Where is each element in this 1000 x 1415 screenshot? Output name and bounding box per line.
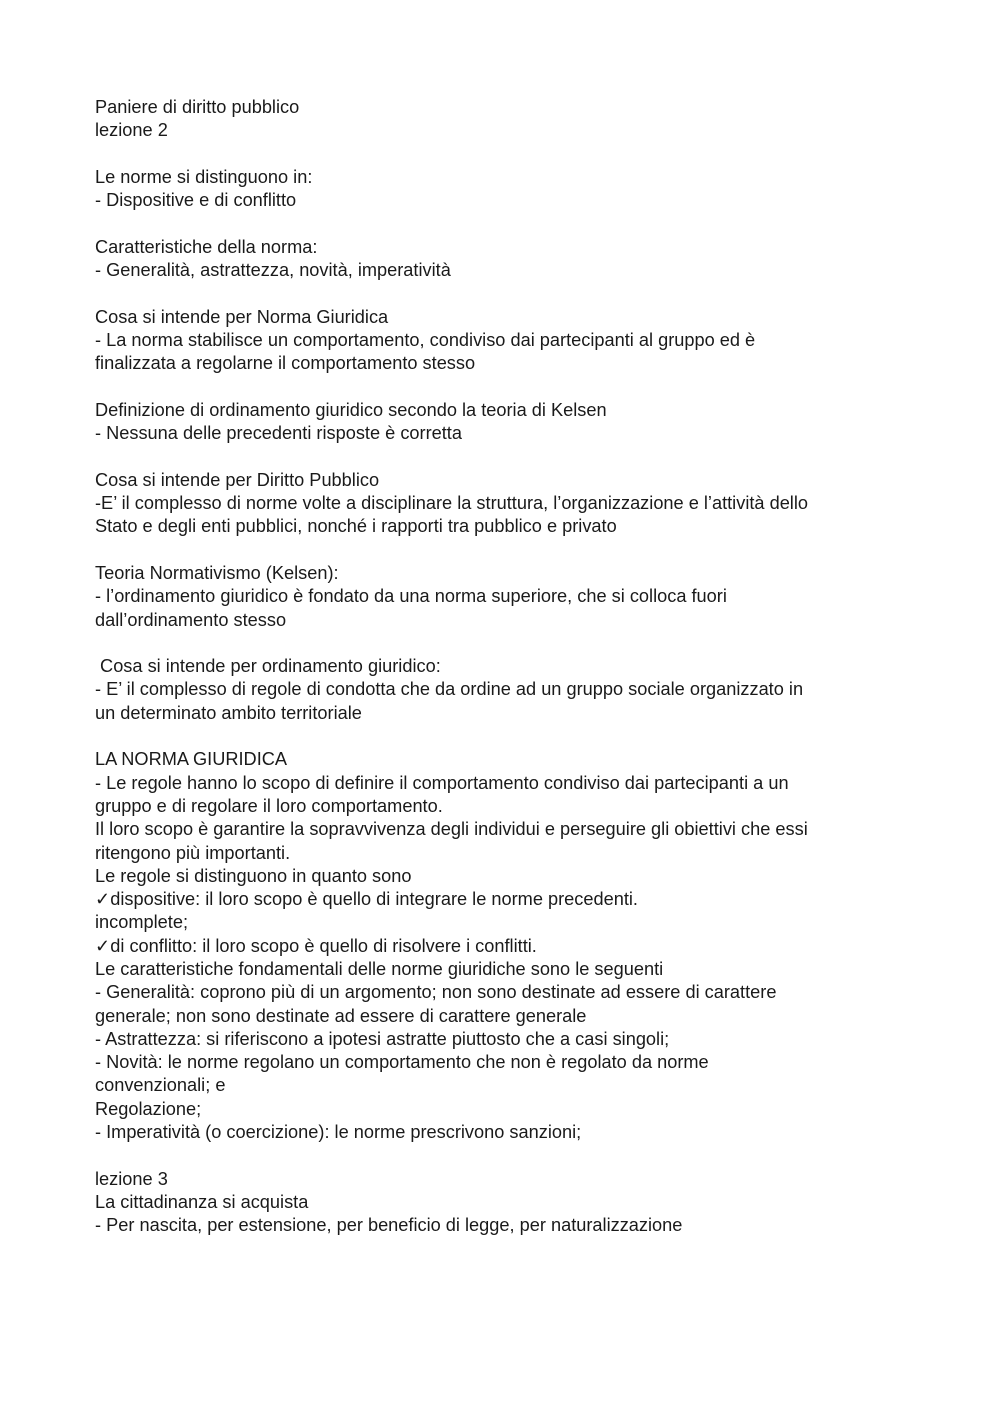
paragraph-spacer	[95, 143, 915, 166]
text-line: La cittadinanza si acquista	[95, 1191, 309, 1212]
text-block	[95, 166, 915, 213]
paragraph-spacer	[95, 725, 915, 748]
text-block	[95, 655, 915, 725]
paragraph-spacer	[95, 632, 915, 655]
text-line: incomplete;	[95, 912, 189, 933]
text-block	[95, 96, 915, 143]
paragraph-spacer	[95, 445, 915, 468]
text-line: - Per nascita, per estensione, per beneficio di legge, per naturalizzazione	[95, 1215, 683, 1236]
text-block	[95, 748, 915, 1144]
text-line: - Generalità, astrattezza, novità, imperatività	[95, 260, 451, 281]
text-line: Teoria Normativismo (Kelsen):	[95, 562, 339, 583]
text-line: - Imperatività (o coercizione): le norme prescrivono sanzioni;	[95, 1122, 582, 1143]
paragraph-spacer	[95, 282, 915, 305]
text-block	[95, 562, 915, 632]
text-line: LA NORMA GIURIDICA	[95, 749, 288, 770]
paragraph-spacer	[95, 212, 915, 235]
text-block	[95, 469, 915, 539]
text-line: Paniere di diritto pubblico	[95, 97, 300, 117]
text-line: - Novità: le norme regolano un comportamento che non è regolato da norme	[95, 1052, 709, 1073]
text-block	[95, 1168, 915, 1238]
text-block	[95, 399, 915, 446]
text-line: Le caratteristiche fondamentali delle norme giuridiche sono le seguenti	[95, 958, 664, 979]
text-line: Il loro scopo è garantire la sopravvivenza degli individui e perseguire gli obiettivi che essi	[95, 819, 808, 840]
text-line: generale; non sono destinate ad essere di carattere generale	[95, 1005, 587, 1026]
text-line: Regolazione;	[95, 1098, 202, 1119]
text-line: Cosa si intende per Diritto Pubblico	[95, 469, 380, 490]
text-line: - Nessuna delle precedenti risposte è corretta	[95, 423, 462, 444]
text-line: dall’ordinamento stesso	[95, 609, 287, 630]
text-line: - E’ il complesso di regole di condotta che da ordine ad un gruppo sociale organizzato in	[95, 679, 804, 700]
text-line: Stato e degli enti pubblici, nonché i rapporti tra pubblico e privato	[95, 516, 617, 537]
text-line: - Generalità: coprono più di un argomento; non sono destinate ad essere di carattere	[95, 982, 777, 1003]
text-line: Le regole si distinguono in quanto sono	[95, 865, 412, 886]
text-block	[95, 306, 915, 376]
text-line: -E’ il complesso di norme volte a disciplinare la struttura, l’organizzazione e l’attività dello	[95, 493, 809, 514]
text-line: gruppo e di regolare il loro comportamento.	[95, 795, 443, 816]
text-line: lezione 3	[95, 1168, 168, 1189]
text-line: - La norma stabilisce un comportamento, condiviso dai partecipanti al gruppo ed è	[95, 329, 756, 350]
text-line: finalizzata a regolarne il comportamento stesso	[95, 353, 476, 374]
text-block	[95, 236, 915, 283]
text-line: - Dispositive e di conflitto	[95, 190, 297, 211]
text-line: - Le regole hanno lo scopo di definire il comportamento condiviso dai partecipanti a un	[95, 772, 789, 793]
text-line: ✓di conflitto: il loro scopo è quello di risolvere i conflitti.	[95, 935, 537, 956]
paragraph-spacer	[95, 539, 915, 562]
paragraph-spacer	[95, 376, 915, 399]
paragraph-spacer	[95, 1144, 915, 1167]
text-line: Le norme si distinguono in:	[95, 166, 313, 187]
text-line: Cosa si intende per ordinamento giuridico:	[95, 656, 441, 677]
text-line: convenzionali; e	[95, 1075, 226, 1096]
text-line: ✓dispositive: il loro scopo è quello di integrare le norme precedenti.	[95, 889, 638, 910]
text-line: un determinato ambito territoriale	[95, 702, 362, 723]
text-line: lezione 2	[95, 120, 168, 141]
text-line: Cosa si intende per Norma Giuridica	[95, 306, 389, 327]
text-line: Caratteristiche della norma:	[95, 236, 318, 257]
text-line: ritengono più importanti.	[95, 842, 291, 863]
text-line: Definizione di ordinamento giuridico secondo la teoria di Kelsen	[95, 399, 607, 420]
document-page	[95, 96, 915, 1238]
text-line: - Astrattezza: si riferiscono a ipotesi astratte piuttosto che a casi singoli;	[95, 1028, 670, 1049]
text-line: - l’ordinamento giuridico è fondato da una norma superiore, che si colloca fuori	[95, 586, 727, 607]
